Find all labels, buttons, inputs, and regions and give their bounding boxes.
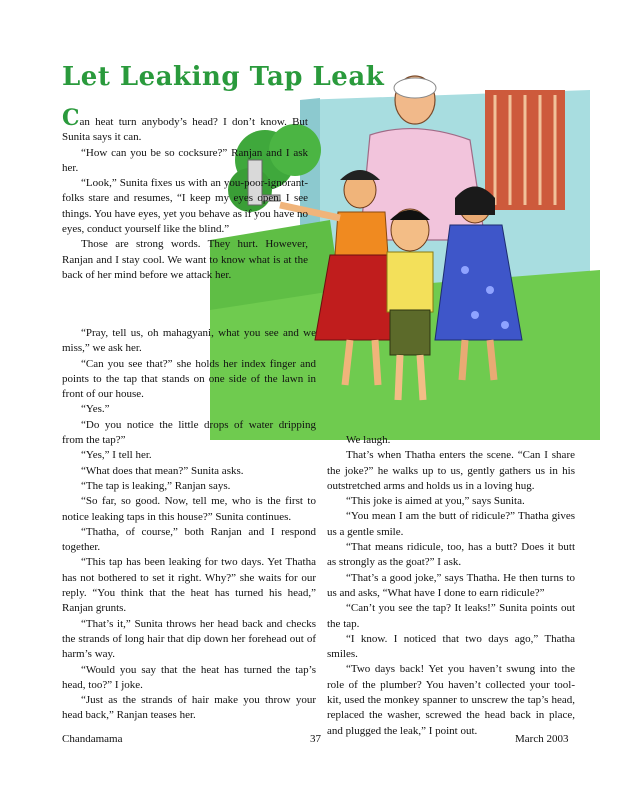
paragraph: “Can’t you see the tap? It leaks!” Sunita points out the tap. (327, 602, 575, 630)
paragraph: “What does that mean?” Sunita asks. (81, 464, 244, 477)
left-column-bottom (62, 326, 316, 724)
page-number: 37 (310, 733, 321, 745)
paragraph: “This tap has been leaking for two days. Yet Thatha has not bothered to set it right. Why?” she waits for our reply. “You think that the heat has turned his head,” Ranjan grunts. (62, 556, 316, 615)
paragraph: That’s when Thatha enters the scene. “Can I share the joke?” he walks up to us, gently gathers us in his outstretched arms and holds us in a loving hug. (327, 449, 575, 492)
left-column-top (62, 105, 308, 283)
paragraph: “Thatha, of course,” both Ranjan and I respond together. (62, 525, 316, 554)
paragraph: “Can you see that?” she holds her index finger and points to the tap that stands on one side of the lawn in front of our house. (62, 357, 316, 401)
paragraph: “You mean I am the butt of ridicule?” Thatha gives us a gentle smile. (327, 510, 575, 538)
paragraph: “This joke is aimed at you,” says Sunita. (346, 495, 525, 508)
footer-publication: Chandamama (62, 733, 123, 745)
article-title: Let Leaking Tap Leak (62, 62, 385, 92)
paragraph: Those are strong words. They hurt. However, Ranjan and I stay cool. We want to know what is at the back of her mind before we attack her. (62, 238, 308, 281)
paragraph: “So far, so good. Now, tell me, who is the first to notice leaking taps in this house?” Sunita continues. (62, 495, 316, 523)
paragraph: “Yes.” (81, 403, 110, 416)
paragraph: We laugh. (346, 434, 391, 446)
right-column (327, 433, 575, 739)
paragraph: “Would you say that the heat has turned the tap’s head, too?” I joke. (62, 663, 316, 691)
paragraph-text: an heat turn anybody’s head? I don’t know. But Sunita says it can. (62, 116, 308, 144)
paragraph: “Just as the strands of hair make you throw your head back,” Ranjan teases her. (62, 694, 316, 722)
paragraph: “That’s a good joke,” says Thatha. He then turns to us and asks, “What have I done to earn ridicule?” (327, 571, 575, 599)
paragraph: “Pray, tell us, oh mahagyani, what you see and we miss,” we ask her. (62, 327, 316, 355)
paragraph: “That’s it,” Sunita throws her head back and checks the strands of long hair that dip down her forehead out of harm’s way. (62, 617, 316, 661)
paragraph: “The tap is leaking,” Ranjan says. (81, 479, 231, 492)
drop-cap: C (62, 105, 80, 131)
paragraph: “Look,” Sunita fixes us with an you-poor-ignorant-folks stare and resumes, “I keep my eyes open. I see things. You have eyes, yet you behave as if you have no eyes, conduct yourself like the blind.” (62, 177, 308, 236)
paragraph: “Do you notice the little drops of water dripping from the tap?” (62, 418, 316, 447)
paragraph: “That means ridicule, too, has a butt? Does it butt as strongly as the goat?” I ask. (327, 541, 575, 569)
paragraph: “Two days back! Yet you haven’t swung into the role of the plumber? You haven’t collected your tool-kit, used the monkey spanner to unscrew the tap’s head, replaced the washer, screwed the head back in place, and plugged the leak,” I point out. (327, 663, 575, 737)
paragraph: “How can you be so cocksure?” Ranjan and I ask her. (62, 146, 308, 174)
paragraph: “Yes,” I tell her. (81, 449, 152, 462)
footer-date: March 2003 (515, 733, 569, 745)
paragraph (62, 105, 308, 146)
paragraph: “I know. I noticed that two days ago,” Thatha smiles. (327, 632, 575, 661)
